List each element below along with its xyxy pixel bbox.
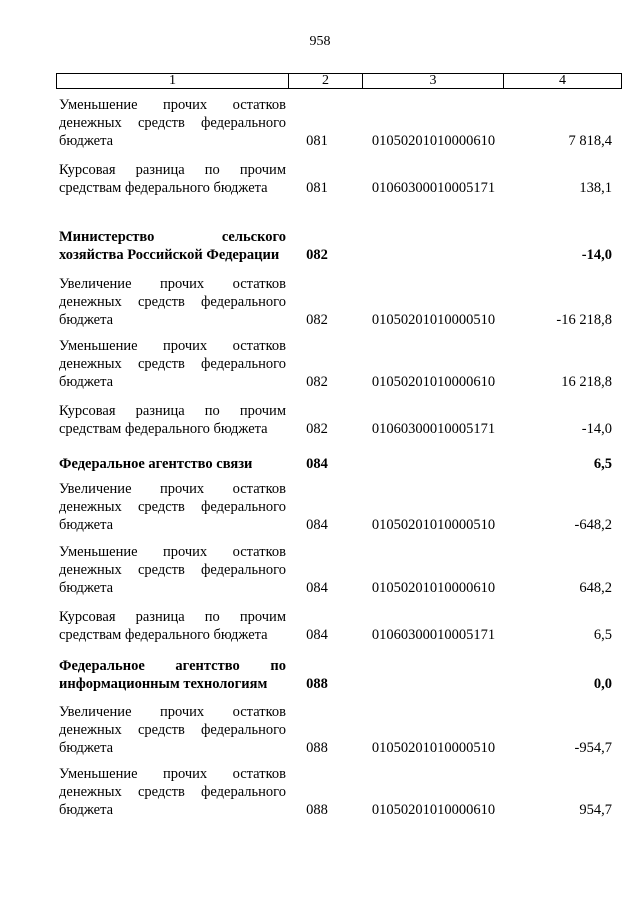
row-kbk: 01050201010000510 (371, 740, 496, 756)
row-code: 081 (306, 180, 328, 196)
row-code: 082 (306, 312, 328, 328)
row-amount: 954,7 (579, 802, 612, 818)
row-name: Уменьшение прочих остатков денежных средств федерального бюджета (59, 544, 286, 596)
column-header-2: 2 (289, 74, 363, 88)
row-kbk: 01050201010000510 (371, 517, 496, 533)
row-amount: -14,0 (581, 421, 612, 437)
row-kbk: 01050201010000610 (371, 374, 496, 390)
row-amount: 16 218,8 (561, 374, 612, 390)
table-header (56, 73, 622, 89)
table-row (56, 402, 622, 438)
row-code: 082 (306, 374, 328, 390)
row-amount: 648,2 (579, 580, 612, 596)
row-amount: -14,0 (581, 247, 612, 263)
table-row (56, 543, 622, 597)
row-name: Курсовая разница по прочим средствам федерального бюджета (59, 609, 286, 643)
row-name: Увеличение прочих остатков денежных средств федерального бюджета (59, 276, 286, 328)
row-code: 082 (306, 421, 328, 437)
row-code: 081 (306, 133, 328, 149)
row-amount: 6,5 (593, 456, 612, 472)
row-code: 088 (306, 676, 328, 692)
row-kbk: 01060300010005171 (371, 180, 496, 196)
row-name: Курсовая разница по прочим средствам федерального бюджета (59, 403, 286, 437)
row-code: 084 (306, 456, 328, 472)
row-name: Курсовая разница по прочим средствам федерального бюджета (59, 162, 286, 196)
column-header-3: 3 (363, 74, 504, 88)
table-row (56, 657, 622, 693)
row-name: Уменьшение прочих остатков денежных средств федерального бюджета (59, 766, 286, 818)
row-code: 088 (306, 740, 328, 756)
table-row (56, 161, 622, 197)
row-code: 084 (306, 627, 328, 643)
row-name: Министерство сельского хозяйства Российской Федерации (59, 229, 286, 263)
table-row (56, 96, 622, 150)
row-code: 084 (306, 517, 328, 533)
row-amount: -954,7 (574, 740, 612, 756)
row-name: Федеральное агентство по информационным технологиям (59, 658, 286, 692)
row-amount: 138,1 (579, 180, 612, 196)
row-amount: 6,5 (593, 627, 612, 643)
table-row (56, 210, 622, 264)
table-row (56, 480, 622, 534)
table-row (56, 275, 622, 329)
row-name: Увеличение прочих остатков денежных средств федерального бюджета (59, 704, 286, 756)
row-amount: -16 218,8 (556, 312, 612, 328)
row-amount: 0,0 (593, 676, 612, 692)
table-row (56, 337, 622, 391)
table-row (56, 608, 622, 644)
page-number: 958 (309, 34, 331, 49)
row-name: Увеличение прочих остатков денежных средств федерального бюджета (59, 481, 286, 533)
row-kbk: 01050201010000610 (371, 802, 496, 818)
row-name: Федеральное агентство связи (59, 456, 253, 472)
table-row (56, 455, 622, 473)
row-name: Уменьшение прочих остатков денежных средств федерального бюджета (59, 97, 286, 149)
row-code: 088 (306, 802, 328, 818)
table-row (56, 703, 622, 757)
table-row (56, 765, 622, 819)
row-code: 084 (306, 580, 328, 596)
row-kbk: 01050201010000610 (371, 580, 496, 596)
row-code: 082 (306, 247, 328, 263)
row-kbk: 01050201010000510 (371, 312, 496, 328)
row-amount: -648,2 (574, 517, 612, 533)
row-kbk: 01060300010005171 (371, 627, 496, 643)
column-header-1: 1 (57, 74, 289, 88)
row-name: Уменьшение прочих остатков денежных средств федерального бюджета (59, 338, 286, 390)
column-header-4: 4 (559, 73, 566, 88)
row-kbk: 01050201010000610 (371, 133, 496, 149)
row-amount: 7 818,4 (568, 133, 612, 149)
row-kbk: 01060300010005171 (371, 421, 496, 437)
